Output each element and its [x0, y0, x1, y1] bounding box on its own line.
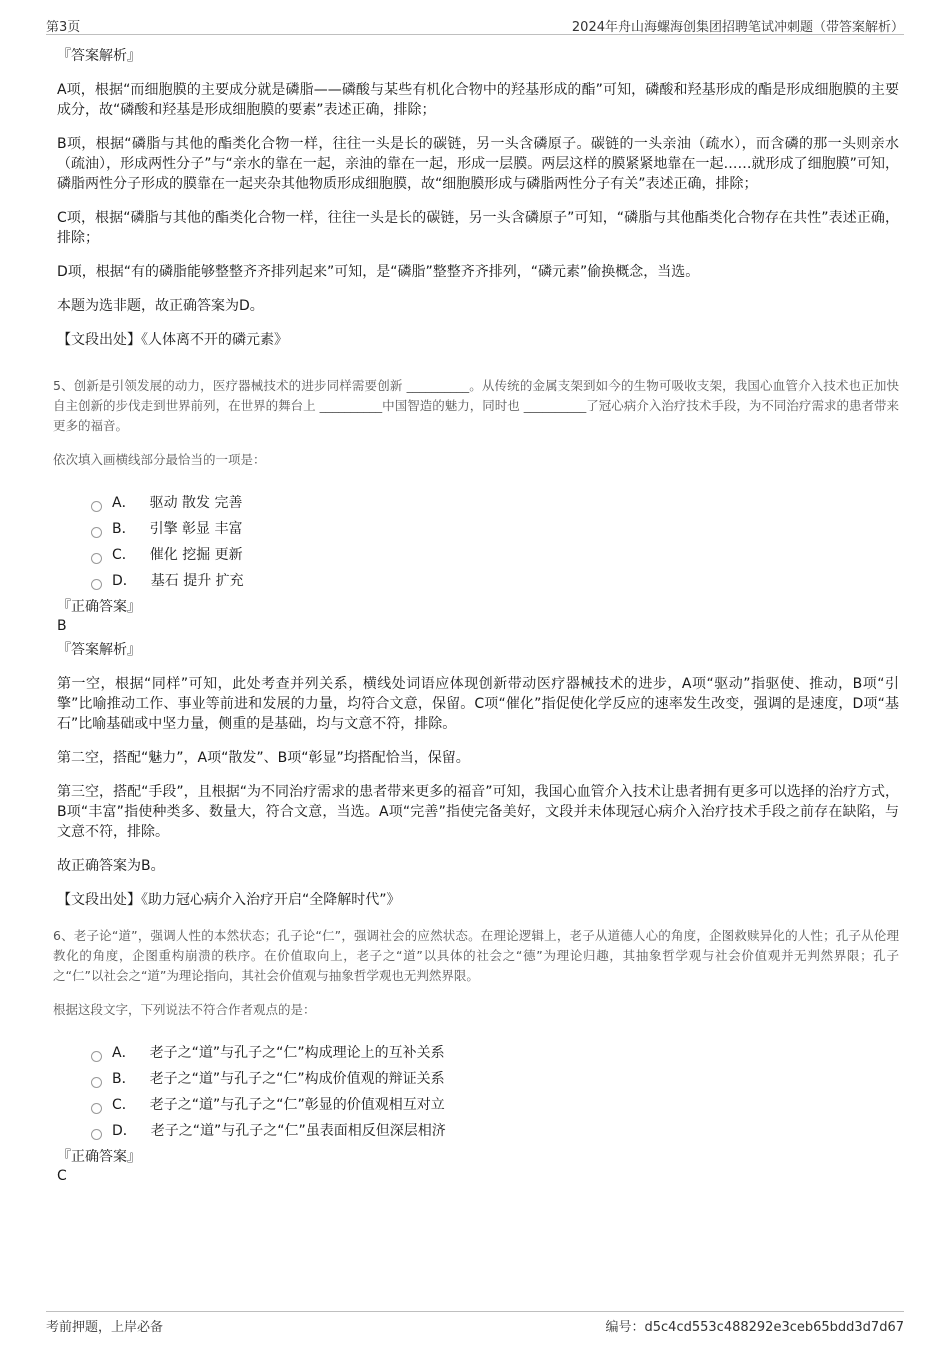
source-citation: 【文段出处】《助力冠心病介入治疗开启“全降解时代”》	[57, 892, 401, 908]
analysis-label: 『答案解析』	[57, 642, 141, 658]
option-b[interactable]	[91, 516, 899, 542]
radio-icon[interactable]	[91, 1077, 102, 1088]
option-text: 驱动 散发 完善	[149, 495, 243, 511]
question-text: 5、创新是引领发展的动力，医疗器械技术的进步同样需要创新 __________。从传统的金属支架到如今的生物可吸收支架，我国心血管介入技术也正加快自主创新的步伐走到世界前列，在世界的舞台上 __________中国智造的魅力，同时也 __________了冠心病介入治疗技术手段，为不同治疗需求的患者带来更多的福音。	[53, 378, 899, 433]
option-letter: C．	[112, 547, 136, 563]
option-text: 老子之“道”与孔子之“仁”彰显的价值观相互对立	[149, 1097, 445, 1113]
radio-icon[interactable]	[91, 1051, 102, 1062]
analysis-paragraph: D项，根据“有的磷脂能够整整齐齐排列起来”可知，是“磷脂”整整齐齐排列，“磷元素”偷换概念，当选。	[57, 264, 700, 280]
option-list	[91, 1040, 899, 1144]
option-a[interactable]	[91, 1040, 899, 1066]
option-a[interactable]	[91, 490, 899, 516]
answer-label: 『正确答案』	[57, 1149, 141, 1165]
radio-icon[interactable]	[91, 1103, 102, 1114]
option-list	[91, 490, 899, 594]
option-text: 老子之“道”与孔子之“仁”构成价值观的辩证关系	[149, 1071, 445, 1087]
question-prompt: 根据这段文字，下列说法不符合作者观点的是：	[53, 1002, 316, 1017]
option-c[interactable]	[91, 1092, 899, 1118]
radio-icon[interactable]	[91, 501, 102, 512]
option-text: 催化 挖掘 更新	[149, 547, 243, 563]
option-letter: C．	[112, 1097, 136, 1113]
analysis-paragraph: 第一空，根据“同样”可知，此处考查并列关系，横线处词语应体现创新带动医疗器械技术的进步，A项“驱动”指驱使、推动，B项“引擎”比喻推动工作、事业等前进和发展的力量，均符合文意，保留。C项“催化”指促使化学反应的速率发生改变，强调的是速度，D项“基石”比喻基础或中坚力量，侧重的是基础，均与文意不符，排除。	[57, 676, 899, 732]
document-title: 2024年舟山海螺海创集团招聘笔试冲刺题（带答案解析）	[571, 20, 904, 35]
question-6	[53, 926, 899, 1144]
option-text: 老子之“道”与孔子之“仁”虽表面相反但深层相济	[150, 1123, 446, 1139]
option-letter: B．	[112, 521, 136, 537]
option-c[interactable]	[91, 542, 899, 568]
option-d[interactable]	[91, 568, 899, 594]
page-header	[46, 14, 904, 35]
answer-label: 『正确答案』	[57, 599, 141, 615]
footer-slogan: 考前押题，上岸必备	[46, 1320, 164, 1335]
option-letter: B．	[112, 1071, 136, 1087]
analysis-paragraph: 故正确答案为B。	[57, 858, 165, 874]
answer-value: B	[57, 618, 67, 634]
radio-icon[interactable]	[91, 527, 102, 538]
source-citation: 【文段出处】《人体离不开的磷元素》	[57, 332, 288, 348]
q4-analysis-section	[57, 46, 899, 350]
radio-icon[interactable]	[91, 553, 102, 564]
option-letter: D．	[112, 573, 137, 589]
radio-icon[interactable]	[91, 1129, 102, 1140]
analysis-paragraph: 第二空，搭配“魅力”，A项“散发”、B项“彰显”均搭配恰当，保留。	[57, 750, 470, 766]
question-prompt: 依次填入画横线部分最恰当的一项是：	[53, 452, 266, 467]
page-number: 第3页	[46, 20, 81, 35]
question-5	[53, 376, 899, 594]
option-text: 基石 提升 扩充	[150, 573, 244, 589]
option-letter: A．	[112, 1045, 136, 1061]
option-d[interactable]	[91, 1118, 899, 1144]
analysis-paragraph: B项，根据“磷脂与其他的酯类化合物一样，往往一头是长的碳链，另一头含磷原子。碳链的一头亲油（疏水），而含磷的那一头则亲水（疏油），形成两性分子”与“亲水的靠在一起，亲油的靠在一起，形成一层膜。两层这样的膜紧紧地靠在一起……就形成了细胞膜”可知，磷脂两性分子形成的膜靠在一起夹杂其他物质形成细胞膜，故“细胞膜形成与磷脂两性分子有关”表述正确，排除；	[57, 136, 899, 192]
analysis-paragraph: 第三空，搭配“手段”，且根据“为不同治疗需求的患者带来更多的福音”可知，我国心血管介入技术让患者拥有更多可以选择的治疗方式，B项“丰富”指使种类多、数量大，符合文意，当选。A项“完善”指使完备美好，文段并未体现冠心病介入治疗技术手段之前存在缺陷，与文意不符，排除。	[57, 784, 899, 840]
radio-icon[interactable]	[91, 579, 102, 590]
option-text: 老子之“道”与孔子之“仁”构成理论上的互补关系	[149, 1045, 445, 1061]
option-text: 引擎 彰显 丰富	[149, 521, 243, 537]
question-text: 6、老子论“道”，强调人性的本然状态；孔子论“仁”，强调社会的应然状态。在理论逻辑上，老子从道德人心的角度，企图救赎异化的人性；孔子从伦理教化的角度，企图重构崩溃的秩序。在价值取向上，老子之“道”以具体的社会之“德”为理论归趣，其抽象哲学观与社会价值观并无判然界限；孔子之“仁”以社会之“道”为理论指向，其社会价值观与抽象哲学观也无判然界限。	[53, 928, 899, 983]
analysis-paragraph: A项，根据“而细胞膜的主要成分就是磷脂——磷酸与某些有机化合物中的羟基形成的酯”可知，磷酸和羟基形成的酯是形成细胞膜的主要成分，故“磷酸和羟基是形成细胞膜的要素”表述正确，排除；	[57, 82, 899, 118]
page-content	[53, 46, 899, 1190]
page-footer	[46, 1311, 904, 1334]
option-b[interactable]	[91, 1066, 899, 1092]
option-letter: A．	[112, 495, 136, 511]
answer-value: C	[57, 1168, 67, 1184]
analysis-paragraph: C项，根据“磷脂与其他的酯类化合物一样，往往一头是长的碳链，另一头含磷原子”可知，“磷脂与其他酯类化合物存在共性”表述正确，排除；	[57, 210, 899, 246]
option-letter: D．	[112, 1123, 137, 1139]
document-id: 编号：d5c4cd553c488292e3ceb65bdd3d7d67	[605, 1320, 904, 1335]
analysis-label: 『答案解析』	[57, 48, 141, 64]
analysis-paragraph: 本题为选非题，故正确答案为D。	[57, 298, 264, 314]
